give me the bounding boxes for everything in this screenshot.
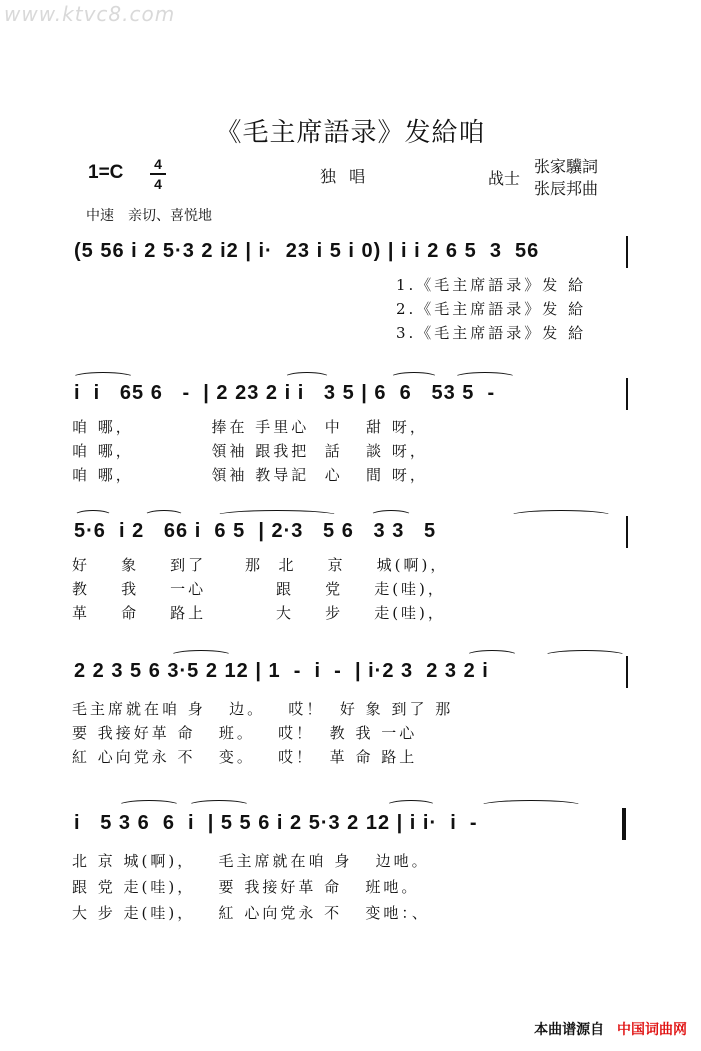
lyric-verse-2: 教 我 一心 跟 党 走(哇)，	[72, 580, 446, 598]
lyric-verse-3: 革 命 路上 大 步 走(哇)，	[72, 604, 446, 622]
notation-line: i i 65 6 - | 2 23 2 i i 3 5 | 6 6 53 5 -	[74, 382, 496, 404]
lyric-verse-1: 咱 哪， 捧在 手里心 中 甜 呀，	[72, 418, 428, 436]
bar-line	[626, 378, 628, 410]
footer-source-label: 本曲谱源自	[534, 1022, 605, 1038]
lyric-verse-3: 大 步 走(哇)， 紅 心向党永 不 变吔：、	[72, 904, 430, 922]
notation-line: (5 56 i 2 5·3 2 i2 | i· 23 i 5 i 0) | i i 2 6 5 3 56	[74, 240, 540, 262]
performance-type: 独 唱	[320, 167, 370, 186]
key-signature: 1=C	[88, 162, 124, 183]
time-signature	[150, 156, 166, 192]
lyric-verse-2: 2.《毛主席語录》发 給	[396, 300, 587, 318]
lyric-verse-1: 好 象 到了 那 北 京 城(啊)，	[72, 556, 449, 574]
lyric-verse-3: 咱 哪， 領袖 教导記 心 間 呀，	[72, 466, 428, 484]
music-system-5	[70, 794, 630, 924]
notation-line: 2 2 3 5 6 3·5 2 12 | 1 - i - | i·2 3 2 3 2 i	[74, 660, 489, 682]
slur	[480, 800, 582, 811]
slur	[544, 650, 626, 661]
watermark: www.ktvc8.com	[4, 2, 176, 26]
lyric-verse-1: 1.《毛主席語录》发 給	[396, 276, 587, 294]
slur	[118, 800, 180, 811]
lyric-verse-1: 毛主席就在咱 身 边。 哎！ 好 象 到了 那	[72, 700, 454, 718]
time-bottom: 4	[154, 176, 162, 192]
music-system-4	[70, 648, 630, 768]
credit-composer: 张辰邦曲	[534, 179, 599, 198]
music-system-1	[70, 232, 630, 352]
song-title: 《毛主席語录》发給咱	[215, 118, 486, 148]
notation-line: 5·6 i 2 66 i 6 5 | 2·3 5 6 3 3 5	[74, 520, 437, 542]
notation-line: i 5 3 6 6 i | 5 5 6 i 2 5·3 2 12 | i i· i -	[74, 812, 478, 834]
tempo-marking: 中速 亲切、喜悦地	[86, 208, 212, 224]
credit-rank: 战士	[488, 169, 521, 188]
lyric-verse-2: 咱 哪， 領袖 跟我把 話 談 呀，	[72, 442, 428, 460]
footer-site-link[interactable]: 中国词曲网	[617, 1022, 687, 1038]
music-system-3	[70, 508, 630, 628]
lyric-verse-2: 要 我接好革 命 班。 哎！ 教 我 一心	[72, 724, 418, 742]
final-bar-line	[622, 808, 626, 840]
time-top: 4	[154, 156, 162, 172]
bar-line	[626, 516, 628, 548]
lyric-verse-3: 3.《毛主席語录》发 給	[396, 324, 587, 342]
credit-lyricist: 张家驥詞	[534, 157, 599, 176]
source-footer	[534, 1019, 687, 1039]
lyric-verse-2: 跟 党 走(哇)， 要 我接好革 命 班吔。	[72, 878, 420, 896]
bar-line	[626, 656, 628, 688]
bar-line	[626, 236, 628, 268]
lyric-verse-1: 北 京 城(啊)， 毛主席就在咱 身 边吔。	[72, 852, 430, 870]
lyric-verse-3: 紅 心向党永 不 变。 哎！ 革 命 路上	[72, 748, 418, 766]
slur	[510, 510, 612, 521]
slur	[386, 800, 436, 811]
music-system-2	[70, 370, 630, 490]
slur	[188, 800, 250, 811]
